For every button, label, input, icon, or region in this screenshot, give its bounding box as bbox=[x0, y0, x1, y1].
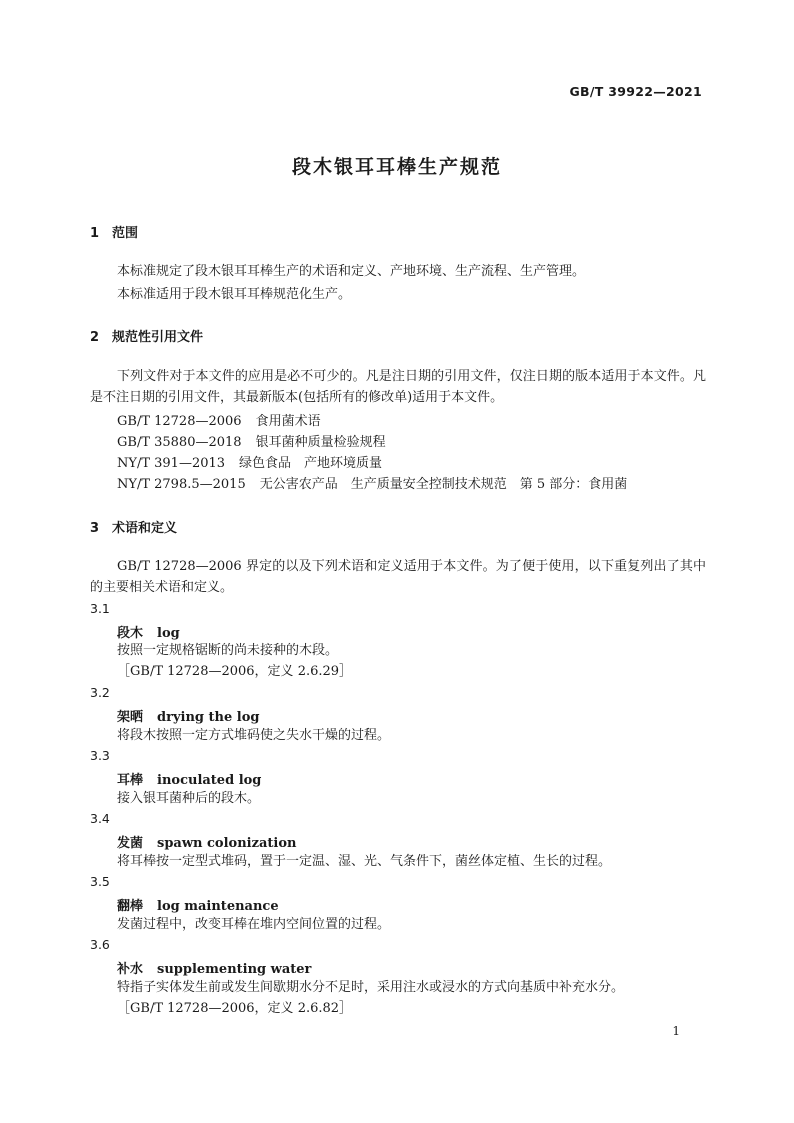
reference-code: NY/T 391—2013 bbox=[117, 456, 226, 471]
term-en: log bbox=[157, 626, 180, 641]
term-number: 3.4 bbox=[90, 811, 110, 826]
term-heading bbox=[117, 832, 296, 851]
section-number: 1 bbox=[90, 226, 100, 241]
terms-intro: GB/T 12728—2006 界定的以及下列术语和定义适用于本文件。为了便于使用，以下重复列出了其中的主要相关术语和定义。 bbox=[90, 559, 706, 595]
term-heading bbox=[117, 706, 259, 725]
section-1-heading bbox=[90, 222, 138, 241]
term-definition: 特指子实体发生前或发生间歇期水分不足时，采用注水或浸水的方式向基质中补充水分。 bbox=[117, 980, 625, 995]
reference-item bbox=[117, 411, 321, 432]
term-number: 3.6 bbox=[90, 937, 110, 952]
reference-code: NY/T 2798.5—2015 bbox=[117, 477, 246, 492]
scope-paragraph-2: 本标准适用于段木银耳耳棒规范化生产。 bbox=[117, 287, 352, 302]
term-definition: 将耳棒按一定型式堆码，置于一定温、湿、光、气条件下，菌丝体定植、生长的过程。 bbox=[117, 854, 612, 869]
section-title: 术语和定义 bbox=[112, 521, 178, 536]
reference-code: GB/T 35880—2018 bbox=[117, 435, 242, 450]
term-heading bbox=[117, 958, 311, 977]
term-definition: 接入银耳菌种后的段木。 bbox=[117, 791, 261, 806]
term-zh: 架晒 bbox=[117, 710, 144, 725]
reference-item bbox=[117, 453, 382, 474]
term-heading bbox=[117, 895, 279, 914]
term-en: spawn colonization bbox=[157, 836, 297, 851]
term-en: log maintenance bbox=[157, 899, 279, 914]
term-zh: 耳棒 bbox=[117, 773, 144, 788]
term-en: drying the log bbox=[157, 710, 260, 725]
term-number: 3.3 bbox=[90, 748, 110, 763]
term-zh: 发菌 bbox=[117, 836, 144, 851]
term-definition: 发菌过程中，改变耳棒在堆内空间位置的过程。 bbox=[117, 917, 391, 932]
section-number: 2 bbox=[90, 330, 100, 345]
reference-name: 食用菌术语 bbox=[255, 414, 321, 429]
reference-name: 无公害农产品 生产质量安全控制技术规范 第 5 部分：食用菌 bbox=[259, 477, 628, 492]
term-number: 3.5 bbox=[90, 874, 110, 889]
reference-name: 银耳菌种质量检验规程 bbox=[255, 435, 386, 450]
term-zh: 翻棒 bbox=[117, 899, 144, 914]
page-number: 1 bbox=[672, 1024, 680, 1038]
term-number: 3.1 bbox=[90, 601, 110, 616]
term-definition: 按照一定规格锯断的尚未接种的木段。 bbox=[117, 643, 339, 658]
term-heading bbox=[117, 622, 180, 641]
section-title: 范围 bbox=[112, 226, 139, 241]
scope-paragraph-1: 本标准规定了段木银耳耳棒生产的术语和定义、产地环境、生产流程、生产管理。 bbox=[117, 264, 586, 279]
term-definition: 将段木按照一定方式堆码使之失水干燥的过程。 bbox=[117, 728, 391, 743]
references-intro: 下列文件对于本文件的应用是必不可少的。凡是注日期的引用文件，仅注日期的版本适用于本文件。凡是不注日期的引用文件，其最新版本(包括所有的修改单)适用于本文件。 bbox=[90, 369, 706, 405]
section-3-heading bbox=[90, 517, 177, 536]
term-source: ［GB/T 12728—2006，定义 2.6.82］ bbox=[117, 1001, 353, 1016]
document-title: 段木银耳耳棒生产规范 bbox=[291, 156, 502, 178]
section-title: 规范性引用文件 bbox=[112, 330, 204, 345]
term-number: 3.2 bbox=[90, 685, 110, 700]
term-zh: 段木 bbox=[117, 626, 144, 641]
term-en: supplementing water bbox=[157, 962, 312, 977]
standard-code: GB/T 39922—2021 bbox=[569, 84, 702, 99]
reference-item bbox=[117, 474, 627, 495]
term-en: inoculated log bbox=[157, 773, 262, 788]
term-source: ［GB/T 12728—2006，定义 2.6.29］ bbox=[117, 664, 353, 679]
section-number: 3 bbox=[90, 521, 100, 536]
reference-code: GB/T 12728—2006 bbox=[117, 414, 242, 429]
section-2-heading bbox=[90, 326, 203, 345]
reference-name: 绿色食品 产地环境质量 bbox=[239, 456, 383, 471]
reference-item bbox=[117, 432, 386, 453]
term-heading bbox=[117, 769, 261, 788]
term-zh: 补水 bbox=[117, 962, 144, 977]
